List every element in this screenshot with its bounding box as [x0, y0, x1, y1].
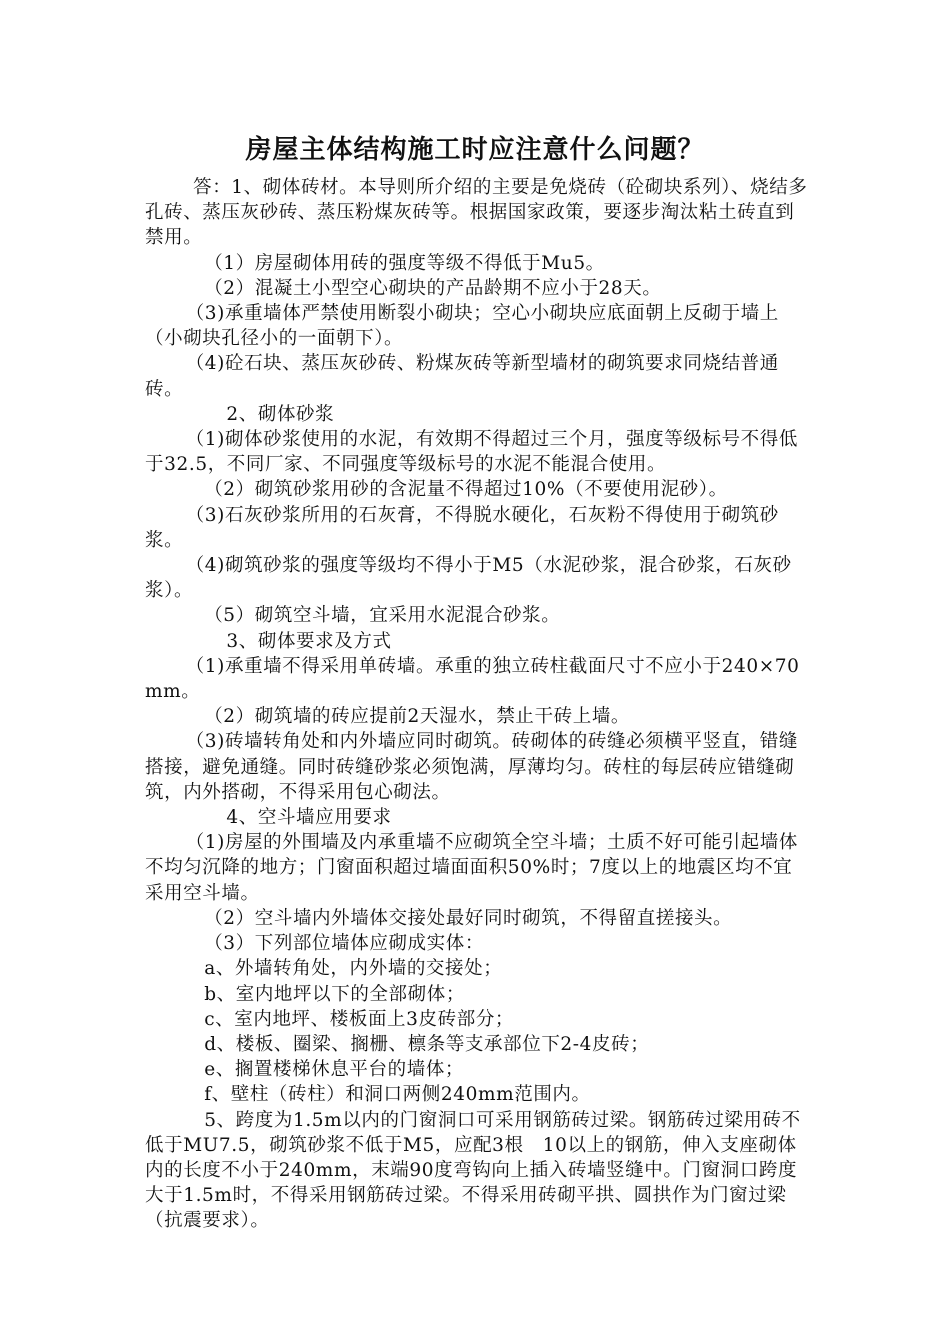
section4-sub-a: a、外墙转角处，内外墙的交接处； [204, 958, 503, 980]
document-body [145, 175, 810, 1234]
section4-sub-e: e、搁置楼梯休息平台的墙体； [204, 1059, 465, 1081]
section4-sub-f: f、壁柱（砖柱）和洞口两侧240mm范围内。 [204, 1084, 591, 1106]
section2-item-3: （3)石灰砂浆所用的石灰膏，不得脱水硬化，石灰粉不得使用于砌筑砂浆。 [145, 504, 779, 551]
section2-heading: 2、砌体砂浆 [226, 403, 335, 425]
section4-item-1: （1)房屋的外围墙及内承重墙不应砌筑全空斗墙；土质不好可能引起墙体不均匀沉降的地方；门窗面积超过墙面面积50%时；7度以上的地震区均不宜采用空斗墙。 [145, 832, 798, 904]
section3-item-1: （1)承重墙不得采用单砖墙。承重的独立砖柱截面尺寸不应小于240×70mm。 [145, 655, 800, 703]
section4-item-2: （2）空斗墙内外墙体交接处最好同时砌筑，不得留直搓接头。 [204, 907, 733, 929]
section1-item-4: （4)砼石块、蒸压灰砂砖、粉煤灰砖等新型墙材的砌筑要求同烧结普通砖。 [145, 353, 779, 400]
section4-heading: 4、空斗墙应用要求 [226, 807, 392, 829]
section1-item-3: （3)承重墙体严禁使用断裂小砌块；空心小砌块应底面朝上反砌于墙上（小砌块孔径小的一面朝下）。 [145, 303, 779, 350]
section1-item-2: （2）混凝土小型空心砌块的产品龄期不应小于28天。 [204, 277, 662, 299]
section3-heading: 3、砌体要求及方式 [226, 630, 392, 652]
section5-paragraph: 5、跨度为1.5m以内的门窗洞口可采用钢筋砖过梁。钢筋砖过梁用砖不低于MU7.5，砌筑砂浆不低于M5，应配3根 10以上的钢筋，伸入支座砌体内的长度不小于240mm，末端90度弯钩向上插入砖墙竖缝中。门窗洞口跨度大于1.5m时，不得采用钢筋砖过梁。不得采用砖砌平拱、圆拱作为门窗过梁（抗震要求）。 [145, 1109, 801, 1232]
section4-sub-c: c、室内地坪、楼板面上3皮砖部分； [204, 1008, 515, 1030]
section1-item-1: （1）房屋砌体用砖的强度等级不得低于Mu5。 [204, 252, 605, 274]
section3-item-3: （3)砖墙转角处和内外墙应同时砌筑。砖砌体的砖缝必须横平竖直，错缝搭接，避免通缝。同时砖缝砂浆必须饱满，厚薄均匀。砖柱的每层砖应错缝砌筑，内外搭砌，不得采用包心砌法。 [145, 731, 798, 803]
section2-item-4: （4)砌筑砂浆的强度等级均不得小于M5（水泥砂浆，混合砂浆，石灰砂浆）。 [145, 555, 792, 602]
section2-item-5: （5）砌筑空斗墙，宜采用水泥混合砂浆。 [204, 605, 561, 627]
section2-item-2: （2）砌筑砂浆用砂的含泥量不得超过10%（不要使用泥砂）。 [204, 479, 728, 501]
section4-sub-b: b、室内地坪以下的全部砌体； [204, 983, 465, 1005]
section3-item-2: （2）砌筑墙的砖应提前2天湿水，禁止干砖上墙。 [204, 706, 631, 728]
section4-sub-d: d、楼板、圈梁、搁栅、檩条等支承部位下2-4皮砖； [204, 1033, 650, 1055]
page-title: 房屋主体结构施工时应注意什么问题？ [245, 135, 705, 165]
section4-item-3: （3）下列部位墙体应砌成实体： [204, 933, 484, 955]
answer-intro-paragraph: 答：1、砌体砖材。本导则所介绍的主要是免烧砖（砼砌块系列）、烧结多孔砖、蒸压灰砂砖、蒸压粉煤灰砖等。根据国家政策，要逐步淘汰粘土砖直到禁用。 [145, 177, 808, 249]
section2-item-1: （1)砌体砂浆使用的水泥，有效期不得超过三个月，强度等级标号不得低于32.5，不同厂家、不同强度等级标号的水泥不能混合使用。 [145, 429, 798, 476]
